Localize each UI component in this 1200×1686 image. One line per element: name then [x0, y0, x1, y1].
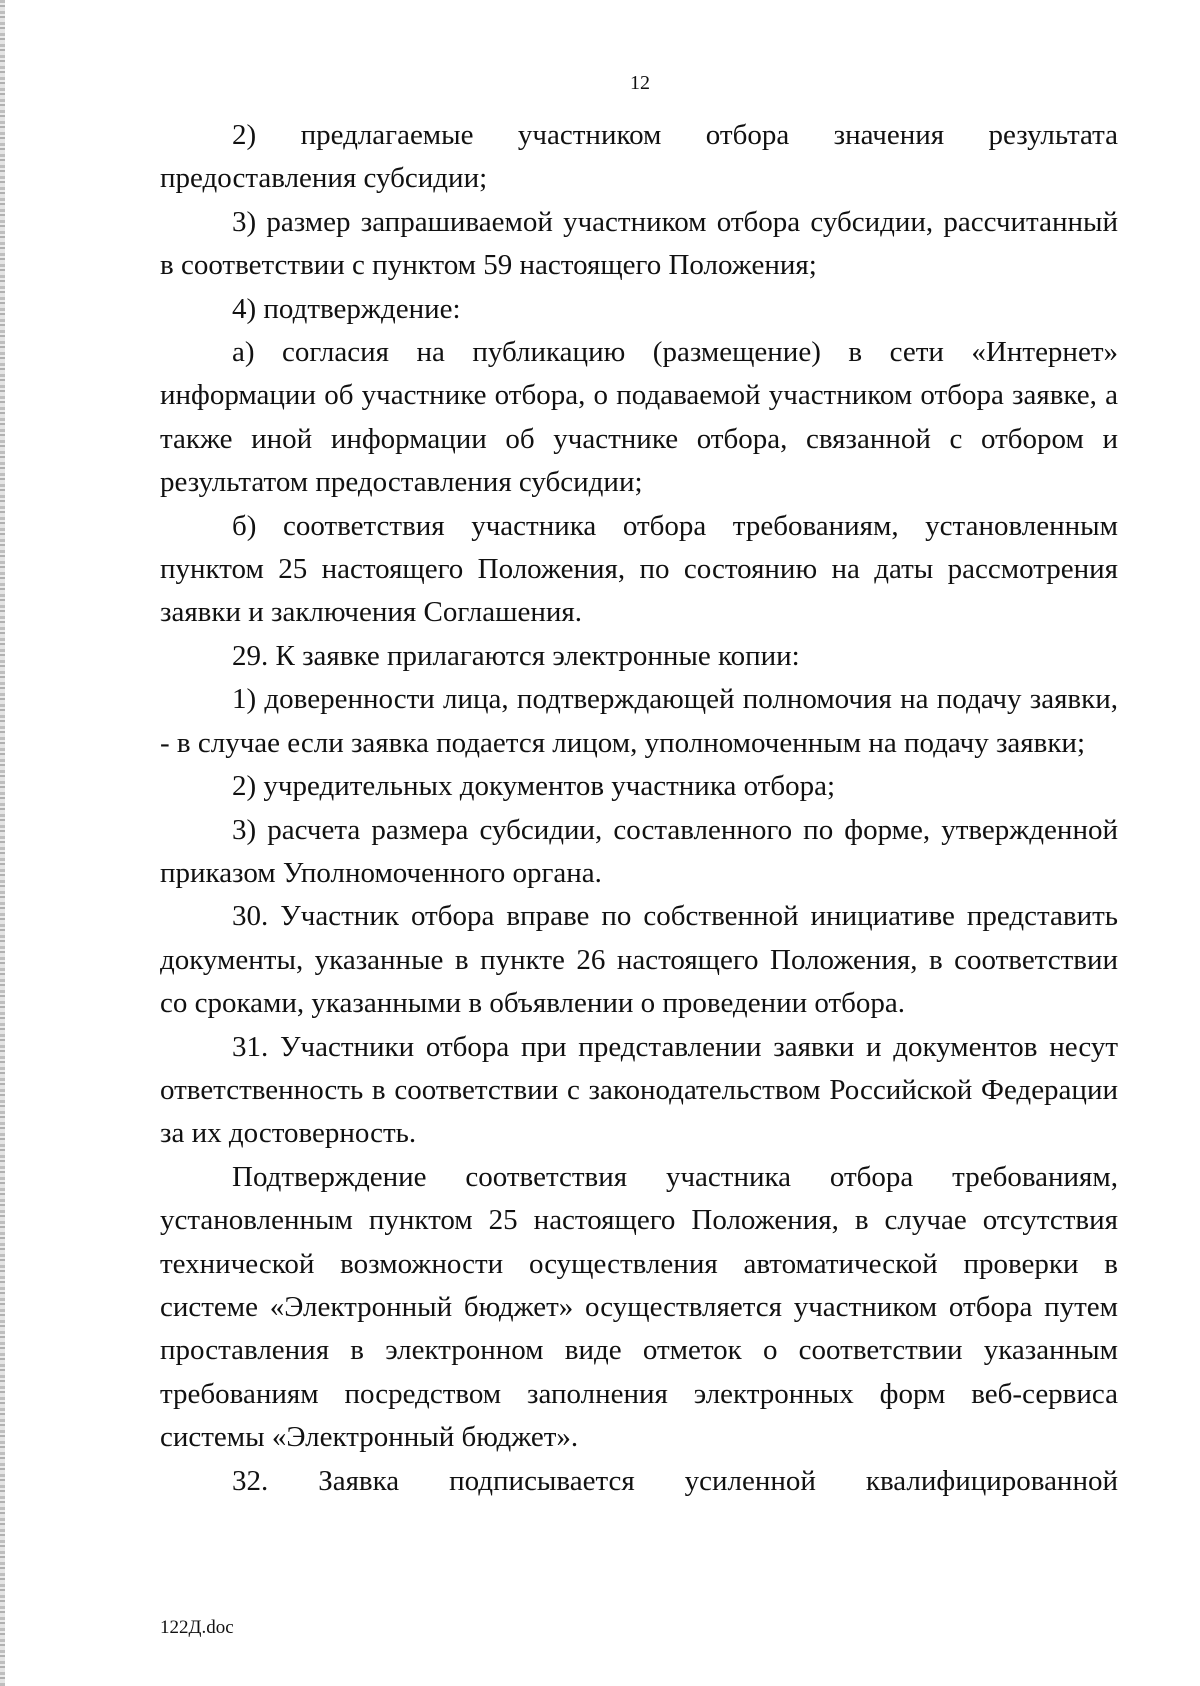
paragraph-subitem-a: а) согласия на публикацию (размещение) в сети «Интернет» информации об участнике отбора, о подаваемой участником отбора заявке, а также иной информации об участнике отбора, связанной с отбором и результатом предоставления субсидии;	[160, 336, 1118, 499]
paragraph-clause-30: 30. Участник отбора вправе по собственной инициативе представить документы, указанные в пункте 26 настоящего Положения, в соответствии со сроками, указанными в объявлении о проведении отбора.	[160, 900, 1118, 1020]
paragraph-attachment-1: 1) доверенности лица, подтверждающей полномочия на подачу заявки, - в случае если заявка подается лицом, уполномоченным на подачу заявки;	[160, 683, 1118, 759]
paragraph-clause-31: 31. Участники отбора при представлении заявки и документов несут ответственность в соответствии с законодательством Российской Федерации за их достоверность.	[160, 1030, 1118, 1150]
paragraph-item-3: 3) размер запрашиваемой участником отбора субсидии, рассчитанный в соответствии с пунктом 59 настоящего Положения;	[160, 205, 1118, 282]
document-body	[160, 114, 1118, 1503]
paragraph-clause-32: 32. Заявка подписывается усиленной квалифицированной	[232, 1464, 1118, 1497]
paragraph-item-2: 2) предлагаемые участником отбора значения результата предоставления субсидии;	[160, 119, 1118, 195]
paragraph-item-4: 4) подтверждение:	[232, 292, 461, 325]
scan-edge-artifact	[0, 0, 5, 1686]
paragraph-subitem-b: б) соответствия участника отбора требованиям, установленным пунктом 25 настоящего Положения, по состоянию на даты рассмотрения заявки и заключения Соглашения.	[160, 509, 1118, 629]
footer-file-name: 122Д.doc	[160, 1617, 234, 1638]
paragraph-attachment-3: 3) расчета размера субсидии, составленного по форме, утвержденной приказом Уполномоченного органа.	[160, 813, 1118, 889]
paragraph-attachment-2: 2) учредительных документов участника отбора;	[232, 770, 836, 803]
page-number: 12	[630, 72, 650, 94]
paragraph-confirmation: Подтверждение соответствия участника отбора требованиям, установленным пунктом 25 настоящего Положения, в случае отсутствия технической возможности осуществления автоматической проверки в системе «Электронный бюджет» осуществляется участником отбора путем проставления в электронном виде отметок о соответствии указанным требованиям посредством заполнения электронных форм веб-сервиса системы «Электронный бюджет».	[160, 1160, 1118, 1454]
paragraph-clause-29: 29. К заявке прилагаются электронные копии:	[232, 639, 800, 672]
